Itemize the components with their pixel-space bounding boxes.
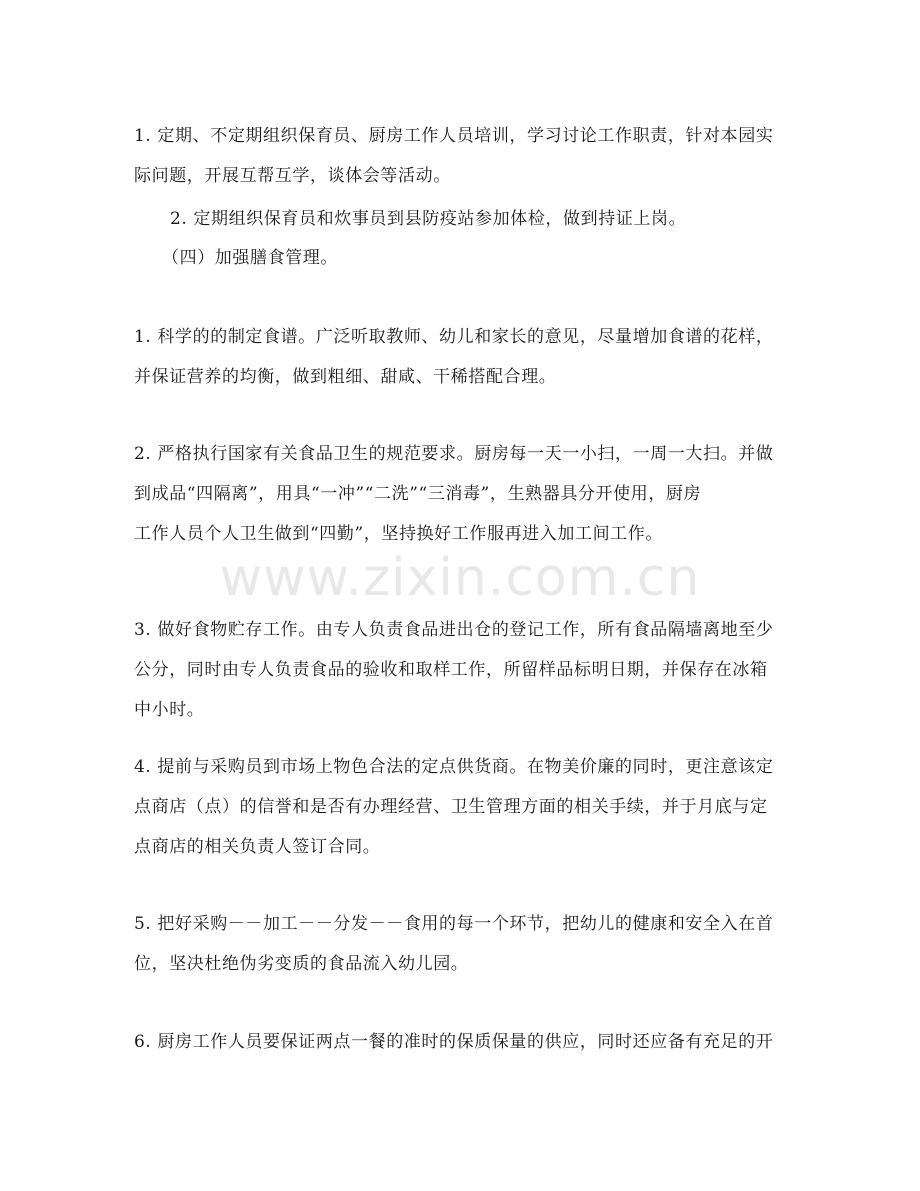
paragraph-line: 工作人员个人卫生做到“四勤”，坚持换好工作服再进入加工间工作。 bbox=[134, 524, 663, 544]
paragraph-line: 点商店（点）的信誉和是否有办理经营、卫生管理方面的相关手续，并于月底与定 bbox=[134, 797, 768, 817]
paragraph-2 bbox=[170, 199, 786, 239]
paragraph-line: 6. 厨房工作人员要保证两点一餐的准时的保质保量的供应，同时还应备有充足的开 bbox=[134, 1032, 774, 1052]
paragraph-line: 中小时。 bbox=[134, 700, 205, 720]
paragraph-line: 5. 把好采购－－加工－－分发－－食用的每一个环节，把幼儿的健康和安全入在首 bbox=[134, 914, 774, 934]
paragraph-7 bbox=[134, 747, 786, 867]
paragraph-line: 4. 提前与采购员到市场上物色合法的定点供货商。在物美价廉的同时，更注意该定 bbox=[134, 757, 774, 777]
paragraph-line: 2. 定期组织保育员和炊事员到县防疫站参加体检，做到持证上岗。 bbox=[170, 209, 687, 229]
paragraph-line: 3. 做好食物贮存工作。由专人负责食品进出仓的登记工作，所有食品隔墙离地至少 bbox=[134, 620, 774, 640]
paragraph-1 bbox=[134, 116, 786, 196]
paragraph-line: 2. 严格执行国家有关食品卫生的规范要求。厨房每一天一小扫，一周一大扫。并做 bbox=[134, 444, 774, 464]
section-heading bbox=[162, 238, 786, 278]
paragraph-line: 1. 科学的的制定食谱。广泛听取教师、幼儿和家长的意见，尽量增加食谱的花样， bbox=[134, 327, 774, 347]
paragraph-line: 际问题，开展互帮互学，谈体会等活动。 bbox=[134, 166, 451, 186]
paragraph-line: 公分，同时由专人负责食品的验收和取样工作，所留样品标明日期，并保存在冰箱 bbox=[134, 660, 768, 680]
paragraph-9 bbox=[134, 1022, 786, 1062]
paragraph-5 bbox=[134, 434, 786, 554]
watermark: www.zixin.com.cn bbox=[219, 548, 701, 608]
paragraph-6 bbox=[134, 610, 786, 730]
paragraph-line: 点商店的相关负责人签订合同。 bbox=[134, 837, 381, 857]
paragraph-8 bbox=[134, 904, 786, 984]
paragraph-line: 并保证营养的均衡，做到粗细、甜咸、干稀搭配合理。 bbox=[134, 367, 557, 387]
paragraph-line: 位，坚决杜绝伪劣变质的食品流入幼儿园。 bbox=[134, 954, 469, 974]
paragraph-line: 到成品“四隔离”，用具“一冲”“二洗”“三消毒”，生熟器具分开使用，厨房 bbox=[134, 484, 702, 504]
paragraph-line: 1. 定期、不定期组织保育员、厨房工作人员培训，学习讨论工作职责，针对本园实 bbox=[134, 126, 774, 146]
paragraph-4 bbox=[134, 317, 786, 397]
paragraph-line: （四）加强膳食管理。 bbox=[162, 248, 338, 268]
